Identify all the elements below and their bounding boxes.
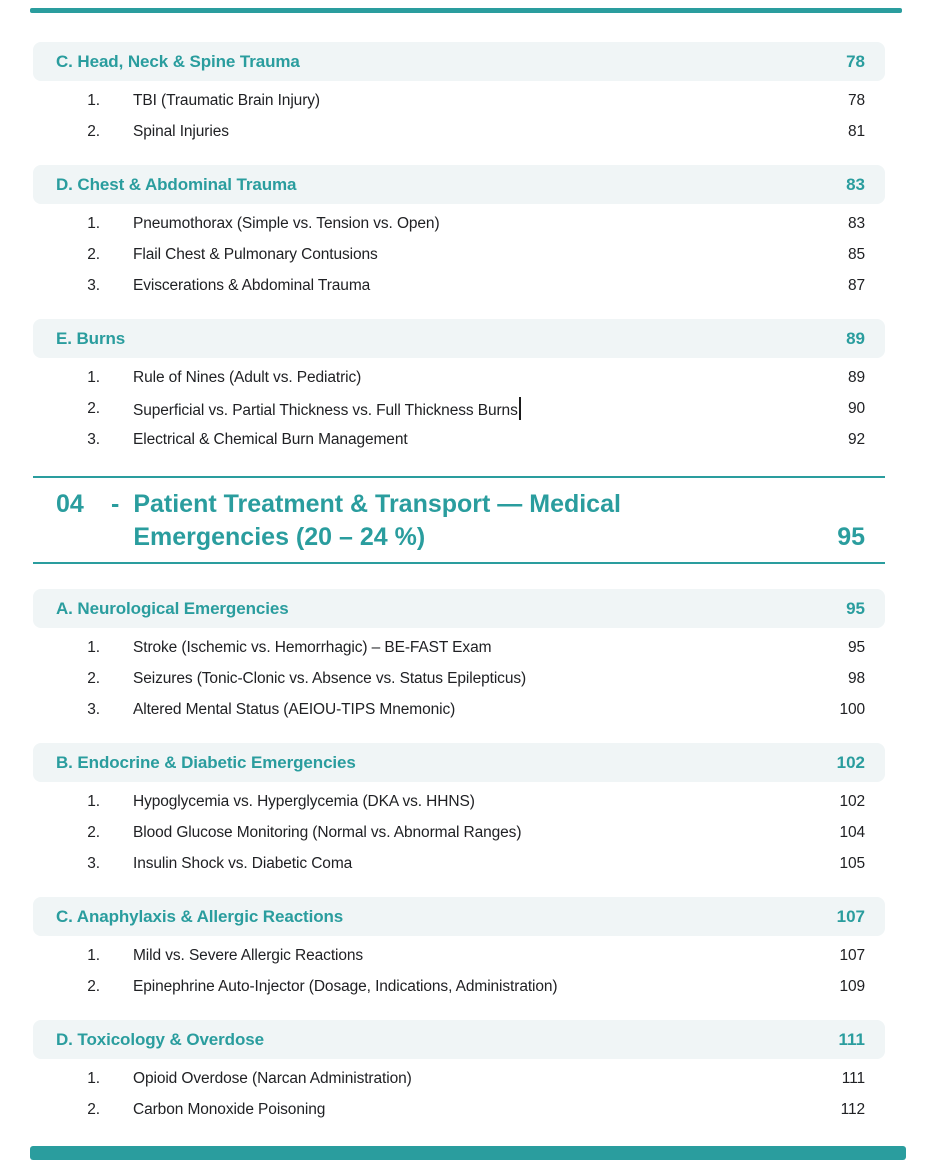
entry-number: 2. [87,977,100,995]
section-header[interactable] [33,42,885,81]
entry-title: Stroke (Ischemic vs. Hemorrhagic) – BE-FAST Exam [133,638,492,656]
entry-number: 1. [87,368,100,386]
entry-title: Pneumothorax (Simple vs. Tension vs. Open) [133,214,440,232]
toc-entry[interactable] [33,848,885,879]
section-header[interactable] [33,897,885,936]
section-page-number: 95 [846,598,865,618]
toc-entry[interactable] [33,270,885,301]
section-title: C. Anaphylaxis & Allergic Reactions [56,906,344,926]
entry-page-number: 112 [840,1100,865,1118]
entry-page-number: 83 [847,214,865,232]
section-page-number: 78 [846,51,865,71]
toc-entry[interactable] [33,424,885,455]
entry-number: 2. [87,669,100,687]
entry-number: 1. [87,638,100,656]
entry-number: 2. [87,245,100,263]
toc-entry[interactable] [33,971,885,1002]
toc-section [33,319,885,455]
section-items [33,782,885,879]
section-page-number: 111 [838,1029,865,1049]
entry-page-number: 87 [847,276,865,294]
section-header[interactable] [33,743,885,782]
entry-page-number: 109 [839,977,865,995]
entry-page-number: 85 [847,245,865,263]
toc-entry[interactable] [33,940,885,971]
chapter-title-line2: Emergencies (20 – 24 %) [133,523,426,551]
entry-number: 2. [87,399,100,417]
toc-section [33,165,885,301]
entry-page-number: 90 [847,399,865,417]
entry-title: Altered Mental Status (AEIOU-TIPS Mnemonic) [133,700,456,718]
section-page-number: 83 [846,174,865,194]
toc-entry[interactable] [33,393,885,424]
section-items [33,358,885,455]
entry-page-number: 89 [847,368,865,386]
section-title: B. Endocrine & Diabetic Emergencies [56,752,356,772]
entry-page-number: 104 [839,823,865,841]
entry-number: 1. [87,91,100,109]
entry-title: Superficial vs. Partial Thickness vs. Full Thickness Burns [133,397,521,420]
toc-sections-before-chapter [33,42,885,455]
chapter-dash: - [111,490,120,518]
bottom-accent-bar [30,1146,906,1160]
entry-page-number: 95 [847,638,865,656]
entry-page-number: 102 [839,792,865,810]
section-title: A. Neurological Emergencies [56,598,289,618]
entry-number: 3. [87,700,100,718]
entry-title: Mild vs. Severe Allergic Reactions [133,946,364,964]
entry-number: 1. [87,214,100,232]
section-title: D. Toxicology & Overdose [56,1029,264,1049]
section-items [33,1059,885,1125]
section-title: C. Head, Neck & Spine Trauma [56,51,300,71]
toc-entry[interactable] [33,694,885,725]
section-header[interactable] [33,1020,885,1059]
toc-entry[interactable] [33,239,885,270]
entry-page-number: 81 [847,122,865,140]
entry-title: Rule of Nines (Adult vs. Pediatric) [133,368,362,386]
toc-section [33,743,885,879]
entry-number: 1. [87,792,100,810]
entry-title: Blood Glucose Monitoring (Normal vs. Abnormal Ranges) [133,823,522,841]
entry-number: 2. [87,823,100,841]
entry-number: 1. [87,1069,100,1087]
chapter-number: 04 [56,490,84,518]
entry-page-number: 107 [839,946,865,964]
section-page-number: 89 [846,328,865,348]
table-of-contents [33,42,885,1143]
toc-section [33,1020,885,1125]
entry-title: Hypoglycemia vs. Hyperglycemia (DKA vs. HHNS) [133,792,475,810]
toc-entry[interactable] [33,116,885,147]
section-items [33,936,885,1002]
chapter-title [133,488,837,554]
toc-entry[interactable] [33,208,885,239]
entry-number: 3. [87,854,100,872]
chapter-title-line1: Patient Treatment & Transport — Medical [133,490,621,518]
section-items [33,204,885,301]
section-header[interactable] [33,589,885,628]
toc-entry[interactable] [33,1094,885,1125]
section-header[interactable] [33,165,885,204]
entry-title: TBI (Traumatic Brain Injury) [133,91,320,109]
section-header[interactable] [33,319,885,358]
entry-title: Flail Chest & Pulmonary Contusions [133,245,378,263]
entry-page-number: 98 [847,669,865,687]
chapter-page-number: 95 [837,523,865,551]
toc-entry[interactable] [33,786,885,817]
toc-entry[interactable] [33,1063,885,1094]
toc-sections-after-chapter [33,589,885,1125]
entry-page-number: 111 [841,1069,865,1087]
top-accent-bar [30,8,902,13]
entry-title: Epinephrine Auto-Injector (Dosage, Indications, Administration) [133,977,558,995]
toc-section [33,589,885,725]
toc-entry[interactable] [33,85,885,116]
chapter-heading[interactable] [33,476,885,564]
toc-section [33,897,885,1002]
toc-entry[interactable] [33,362,885,393]
section-title: E. Burns [56,328,126,348]
entry-number: 3. [87,430,100,448]
section-page-number: 102 [836,752,865,772]
section-title: D. Chest & Abdominal Trauma [56,174,297,194]
entry-number: 3. [87,276,100,294]
entry-title: Eviscerations & Abdominal Trauma [133,276,371,294]
toc-entry[interactable] [33,632,885,663]
toc-entry[interactable] [33,663,885,694]
toc-section [33,42,885,147]
entry-number: 1. [87,946,100,964]
section-page-number: 107 [836,906,865,926]
entry-page-number: 100 [839,700,865,718]
entry-title: Electrical & Chemical Burn Management [133,430,408,448]
entry-title: Insulin Shock vs. Diabetic Coma [133,854,353,872]
entry-page-number: 105 [839,854,865,872]
entry-number: 2. [87,122,100,140]
section-items [33,628,885,725]
entry-page-number: 78 [847,91,865,109]
entry-number: 2. [87,1100,100,1118]
entry-title: Carbon Monoxide Poisoning [133,1100,326,1118]
entry-title: Seizures (Tonic-Clonic vs. Absence vs. Status Epilepticus) [133,669,527,687]
entry-title: Opioid Overdose (Narcan Administration) [133,1069,412,1087]
toc-entry[interactable] [33,817,885,848]
entry-title: Spinal Injuries [133,122,229,140]
entry-page-number: 92 [847,430,865,448]
section-items [33,81,885,147]
